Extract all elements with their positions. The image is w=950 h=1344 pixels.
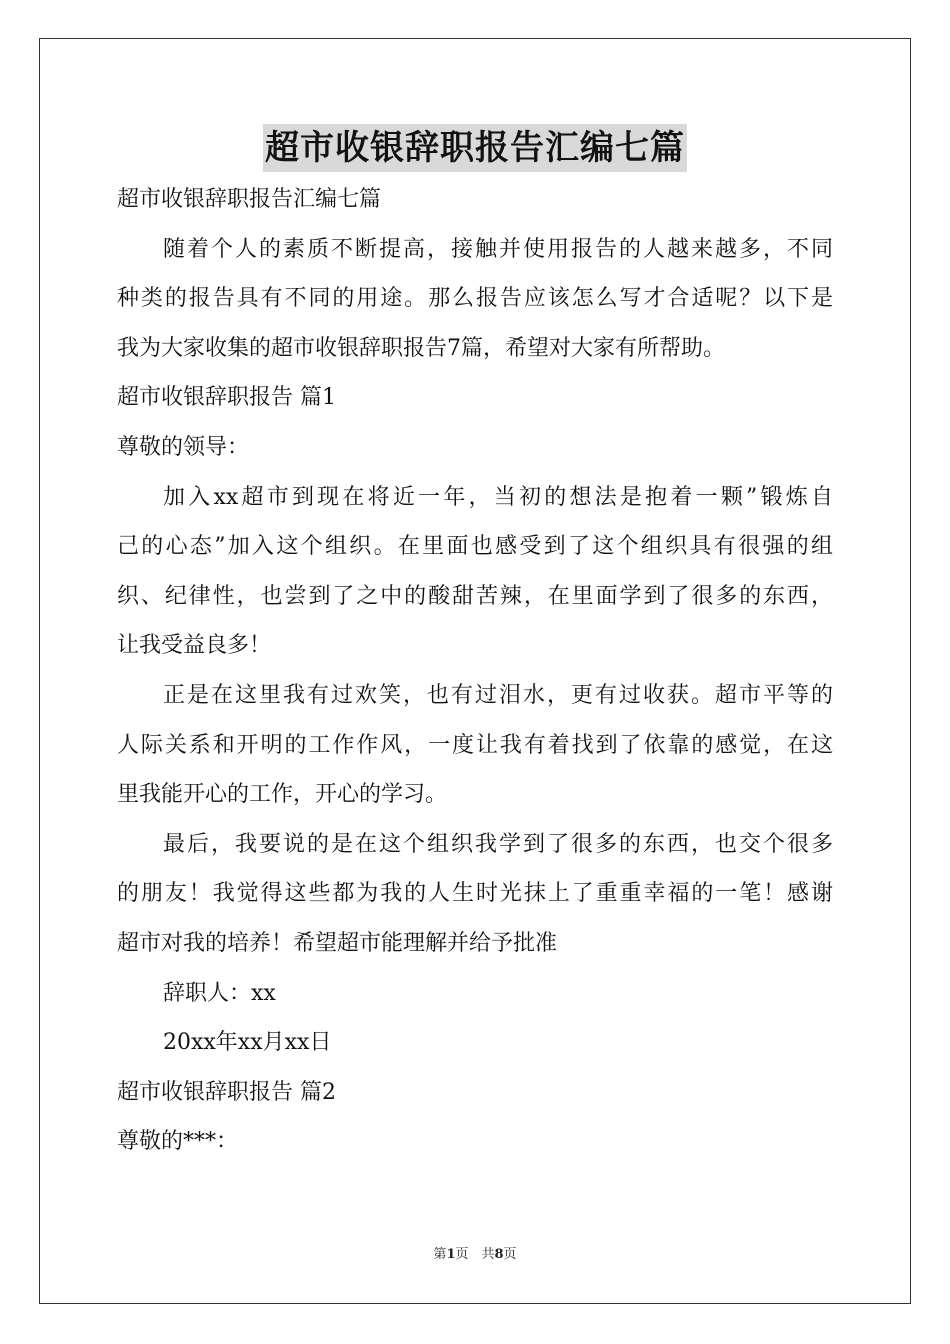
text-line: 种类的报告具有不同的用途。那么报告应该怎么写才合适呢？以下是	[117, 286, 833, 312]
text-line: 里我能开心的工作，开心的学习。	[117, 782, 448, 808]
page-footer	[0, 1245, 950, 1265]
text-line: 超市收银辞职报告 篇1	[117, 385, 336, 411]
text-line: 尊敬的领导：	[117, 434, 250, 460]
text-line: 最后，我要说的是在这个组织我学到了很多的东西，也交个很多	[163, 831, 833, 857]
text-line: 尊敬的***：	[117, 1129, 239, 1155]
text-line: 超市对我的培养！希望超市能理解并给予批准	[117, 930, 558, 956]
document-title: 超市收银辞职报告汇编七篇	[263, 124, 687, 172]
text-line: 人际关系和开明的工作作风，一度让我有着找到了依靠的感觉，在这	[117, 732, 833, 758]
document-body	[117, 175, 833, 1167]
footer-suffix: 页	[503, 1247, 517, 1262]
text-line: 的朋友！我觉得这些都为我的人生时光抹上了重重幸福的一笔！感谢	[117, 881, 833, 907]
text-line: 加入xx超市到现在将近一年，当初的想法是抱着一颗”锻炼自	[163, 484, 833, 510]
text-line: 20xx年xx月xx日	[163, 1030, 332, 1056]
text-line: 织、纪律性，也尝到了之中的酸甜苦辣，在里面学到了很多的东西，	[117, 583, 833, 609]
text-line: 让我受益良多！	[117, 633, 272, 659]
text-line: 超市收银辞职报告汇编七篇	[117, 187, 382, 212]
text-line: 己的心态”加入这个组织。在里面也感受到了这个组织具有很强的组	[117, 534, 833, 560]
footer-mid: 页 共	[455, 1247, 495, 1262]
text-line: 我为大家收集的超市收银辞职报告7篇，希望对大家有所帮助。	[117, 335, 725, 361]
text-line: 正是在这里我有过欢笑，也有过泪水，更有过收获。超市平等的	[163, 682, 833, 708]
text-line: 超市收银辞职报告 篇2	[117, 1079, 336, 1105]
footer-prefix: 第	[433, 1247, 447, 1262]
footer-page-number: 1	[446, 1247, 456, 1262]
footer-total-pages: 8	[494, 1247, 504, 1262]
text-line: 随着个人的素质不断提高，接触并使用报告的人越来越多，不同	[163, 236, 833, 262]
title-container	[0, 124, 950, 172]
text-line: 辞职人：xx	[163, 980, 276, 1006]
